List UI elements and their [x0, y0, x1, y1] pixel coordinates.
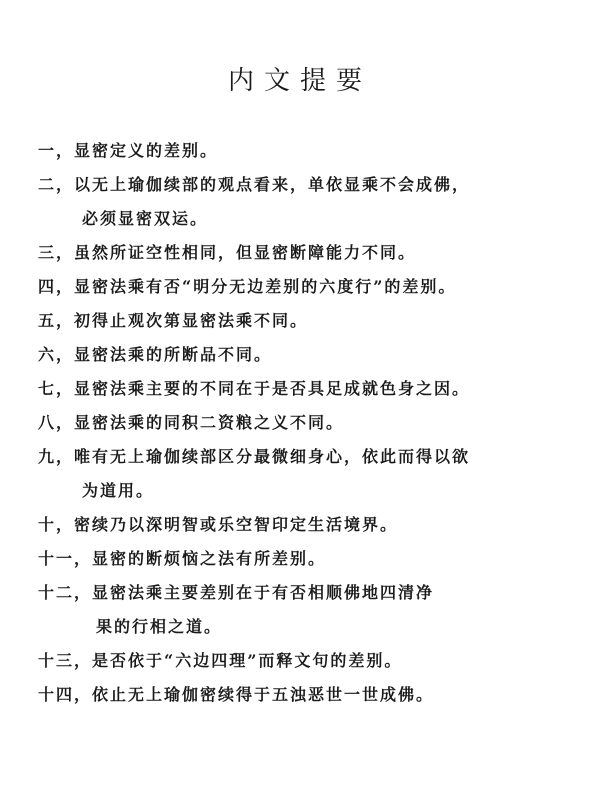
list-item-line: 一，显密定义的差别。 — [38, 141, 219, 160]
list-item — [38, 440, 578, 508]
list-item — [38, 678, 578, 712]
list-item — [38, 508, 578, 542]
list-item-line: 十二，显密法乘主要差别在于有否相顺佛地四清净 — [38, 583, 435, 602]
list-item-line: 二，以无上瑜伽续部的观点看来，单依显乘不会成佛， — [38, 175, 471, 194]
summary-list — [38, 134, 578, 712]
list-item — [38, 338, 578, 372]
list-item — [38, 134, 578, 168]
list-item-line: 十，密续乃以深明智或乐空智印定生活境界。 — [38, 515, 399, 534]
list-item — [38, 406, 578, 440]
list-item — [38, 542, 578, 576]
list-item-line: 十四，依止无上瑜伽密续得于五浊恶世一世成佛。 — [38, 685, 435, 704]
list-item — [38, 576, 578, 644]
list-item-line: 八，显密法乘的同积二资粮之义不同。 — [38, 413, 345, 432]
list-item — [38, 644, 578, 678]
list-item-line: 为道用。 — [82, 481, 155, 500]
list-item-line: 七，显密法乘主要的不同在于是否具足成就色身之因。 — [38, 379, 471, 398]
list-item-line: 九，唯有无上瑜伽续部区分最微细身心，依此而得以欲 — [38, 447, 471, 466]
list-item-line: 六，显密法乘的所断品不同。 — [38, 345, 273, 364]
list-item-line: 四，显密法乘有否“明分无边差别的六度行”的差别。 — [38, 277, 457, 296]
list-item-line: 十三，是否依于“六边四理”而释文句的差别。 — [38, 651, 403, 670]
list-item — [38, 372, 578, 406]
list-item-line: 三，虽然所证空性相同，但显密断障能力不同。 — [38, 243, 417, 262]
list-item — [38, 236, 578, 270]
list-item — [38, 168, 578, 236]
list-item-line: 十一，显密的断烦恼之法有所差别。 — [38, 549, 327, 568]
list-item-line: 果的行相之道。 — [96, 617, 223, 636]
page-title: 内文提要 — [227, 66, 372, 96]
list-item — [38, 270, 578, 304]
list-item-line: 必须显密双运。 — [82, 209, 209, 228]
list-item-line: 五，初得止观次第显密法乘不同。 — [38, 311, 309, 330]
list-item — [38, 304, 578, 338]
